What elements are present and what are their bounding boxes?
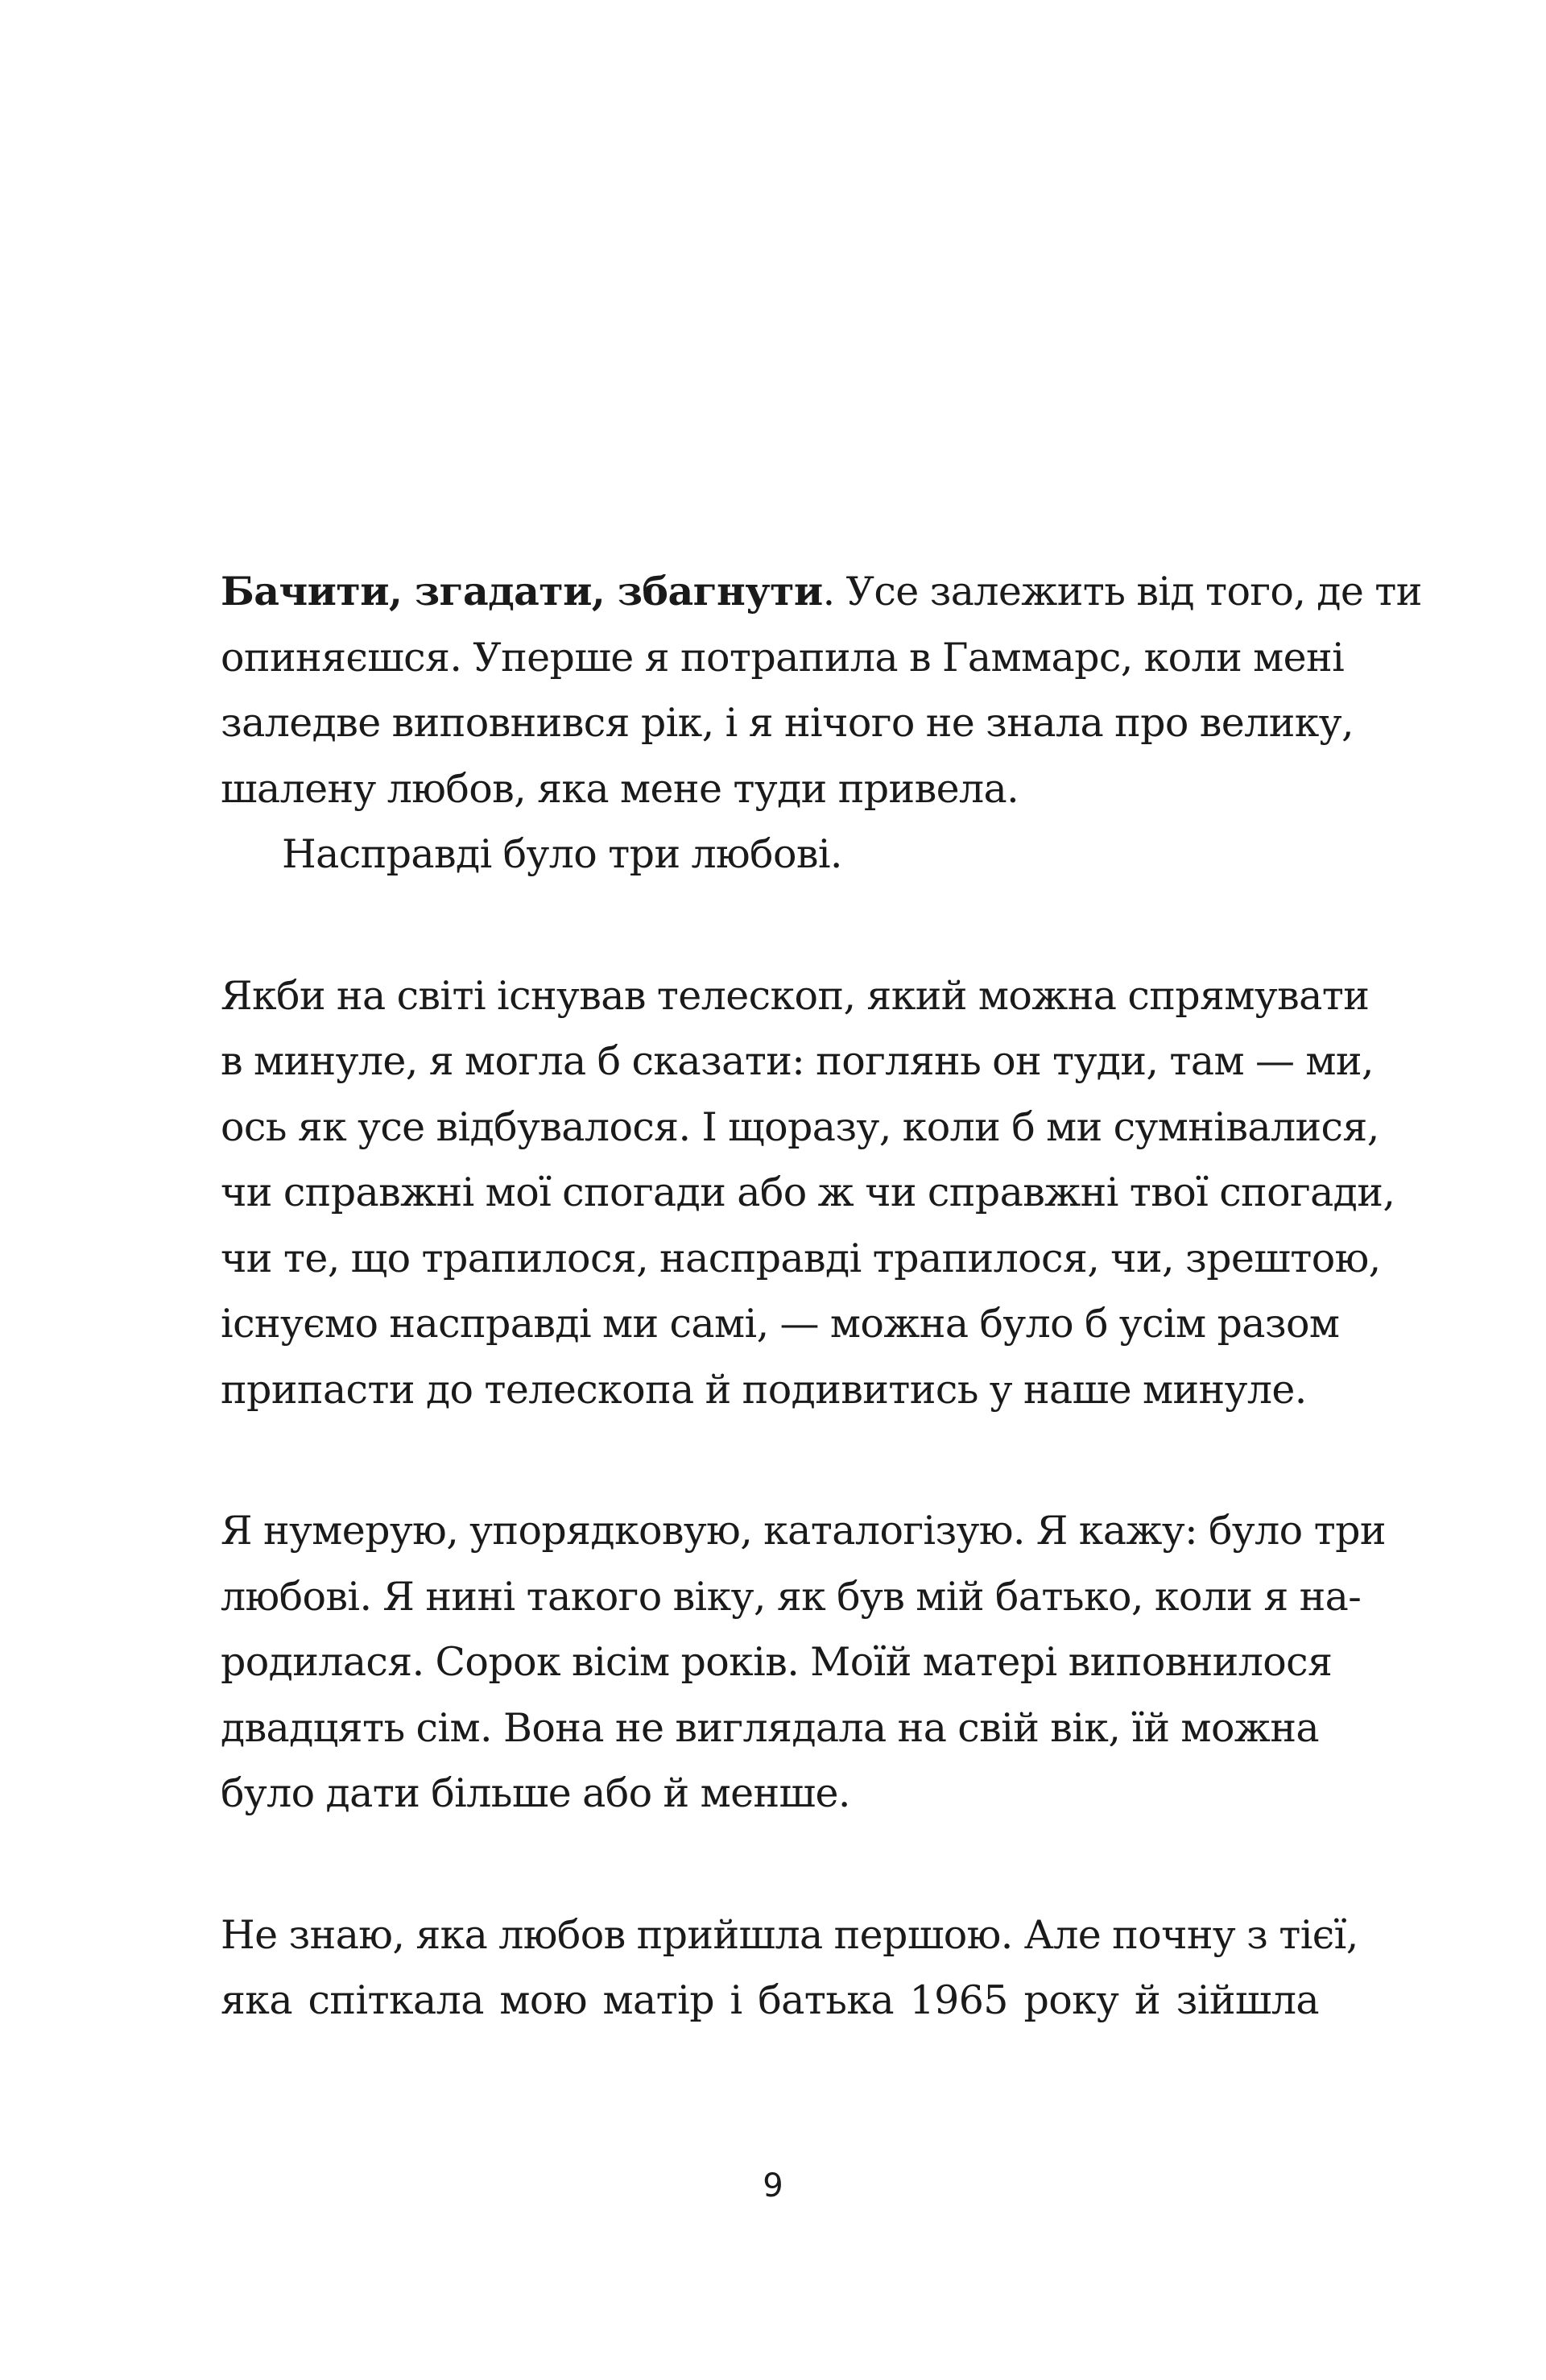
text-line: яка спіткала мою матір і батька 1965 року й зійшла [221,1977,1319,2023]
paragraph-2 [221,822,1319,888]
text-line: чи справжні мої спогади або ж чи справжні твої спогади, [221,1169,1395,1215]
page-number: 9 [763,2167,783,2204]
body-text [221,559,1422,2034]
paragraph-1 [221,559,1422,822]
text-line: припасти до телескопа й подивитись у наше минуле. [221,1366,1307,1413]
text-line: Насправді було три любові. [282,831,842,877]
text-line: заледве виповнився рік, і я нічого не знала про велику, [221,700,1354,746]
text-line: в минуле, я могла б сказати: поглянь он туди, там — ми, [221,1038,1374,1084]
text-line: шалену любов, яка мене туди привела. [221,765,1019,812]
paragraph-5 [221,1902,1358,2034]
lead-in-bold: Бачити, згадати, збагнути [221,568,823,615]
text-line: існуємо насправді ми самі, — можна було б усім разом [221,1301,1340,1347]
text-line: Якби на світі існував телескоп, який можна спрямувати [221,972,1370,1019]
text-line: Бачити, згадати, збагнути. Усе залежить від того, де ти [221,568,1422,615]
text-line: Не знаю, яка любов прийшла першою. Але почну з тієї, [221,1911,1358,1958]
text-line: Я нумерую, упорядковую, каталогізую. Я кажу: було три [221,1508,1386,1554]
paragraph-3 [221,963,1395,1423]
text-line: любові. Я нині такого віку, як був мій батько, коли я на- [221,1573,1362,1620]
text-line: родилася. Сорок вісім років. Моїй матері виповнилося [221,1639,1333,1685]
text-line: було дати більше або й менше. [221,1770,850,1816]
text-line: чи те, що трапилося, насправді трапилося, чи, зрештою, [221,1235,1381,1281]
text-line: ось як усе відбувалося. І щоразу, коли б ми сумнівалися, [221,1103,1379,1150]
paragraph-4 [221,1498,1386,1827]
text-line: двадцять сім. Вона не виглядала на свій вік, їй можна [221,1704,1319,1751]
text-line: опиняєшся. Уперше я потрапила в Гаммарс, коли мені [221,634,1345,681]
